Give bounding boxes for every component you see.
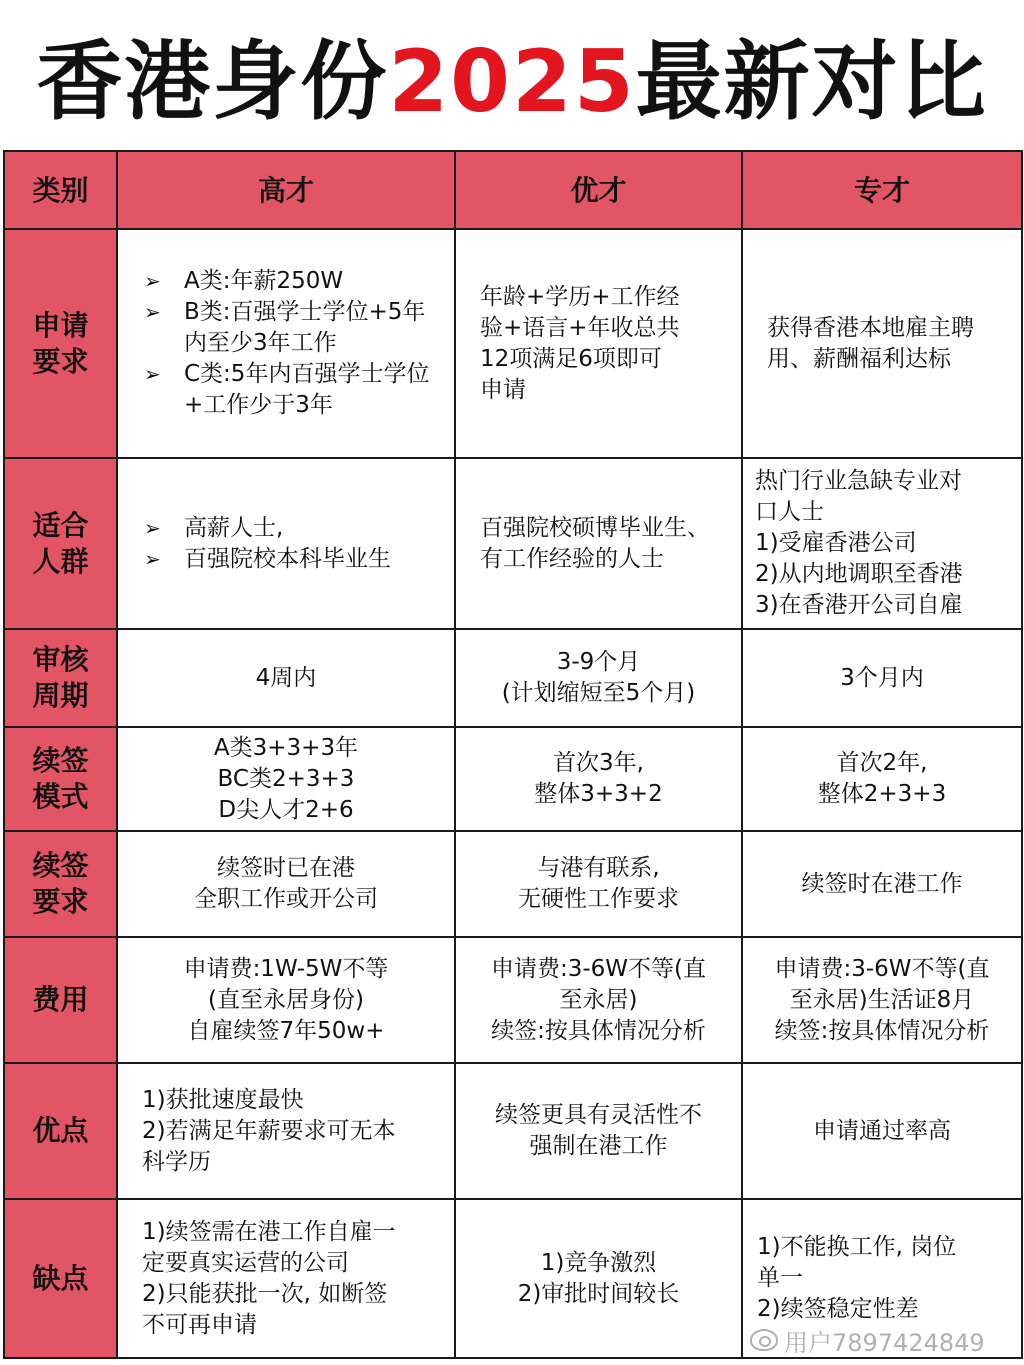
cell-zhuancai: 获得香港本地雇主聘 用、薪酬福利达标 (742, 229, 1022, 458)
cell-zhuancai: 申请通过率高 (742, 1063, 1022, 1199)
cell-youcai: 与港有联系, 无硬性工作要求 (455, 831, 742, 937)
watermark (750, 1322, 1020, 1358)
cell-youcai: 年龄+学历+工作经 验+语言+年收总共 12项满足6项即可 申请 (455, 229, 742, 458)
cell-gaocai (117, 458, 455, 629)
table-row (4, 937, 1022, 1063)
row-category-label: 续签 要求 (4, 831, 117, 937)
row-category-label: 适合 人群 (4, 458, 117, 629)
cell-youcai: 续签更具有灵活性不 强制在港工作 (455, 1063, 742, 1199)
list-item: ➢ 百强院校本科毕业生 (142, 544, 444, 575)
table-row (4, 229, 1022, 458)
cell-zhuancai: 热门行业急缺专业对 口人士 1)受雇香港公司 2)从内地调职至香港 3)在香港开公司自雇 (742, 458, 1022, 629)
cell-zhuancai: 3个月内 (742, 629, 1022, 727)
row-category-label: 续签 模式 (4, 727, 117, 831)
cell-gaocai: 1)续签需在港工作自雇一 定要真实运营的公司 2)只能获批一次, 如断签 不可再申请 (117, 1199, 455, 1358)
row-category-label: 费用 (4, 937, 117, 1063)
page-title: 香港身份2025最新对比 (36, 32, 988, 132)
table-row (4, 458, 1022, 629)
cell-zhuancai: 1)不能换工作, 岗位 单一 2)续签稳定性差 (742, 1199, 1022, 1358)
cell-gaocai: 续签时已在港 全职工作或开公司 (117, 831, 455, 937)
cell-youcai: 3-9个月 (计划缩短至5个月) (455, 629, 742, 727)
cell-gaocai: 申请费:1W-5W不等 (直至永居身份) 自雇续签7年50w+ (117, 937, 455, 1063)
cell-gaocai: A类3+3+3年 BC类2+3+3 D尖人才2+6 (117, 727, 455, 831)
cell-zhuancai: 续签时在港工作 (742, 831, 1022, 937)
header-category: 类别 (4, 151, 117, 229)
row-category-label: 优点 (4, 1063, 117, 1199)
table-row (4, 727, 1022, 831)
header-row (4, 151, 1022, 229)
header-youcai: 优才 (455, 151, 742, 229)
cell-youcai: 1)竞争激烈 2)审批时间较长 (455, 1199, 742, 1358)
cell-gaocai (117, 229, 455, 458)
row-category-label: 审核 周期 (4, 629, 117, 727)
table-row (4, 629, 1022, 727)
cell-youcai: 首次3年, 整体3+3+2 (455, 727, 742, 831)
table-row (4, 831, 1022, 937)
row-category-label: 缺点 (4, 1199, 117, 1358)
list-item: ➢ B类:百强学士学位+5年内至少3年工作 (142, 297, 444, 359)
cell-gaocai: 4周内 (117, 629, 455, 727)
cell-youcai: 百强院校硕博毕业生、 有工作经验的人士 (455, 458, 742, 629)
cell-zhuancai: 首次2年, 整体2+3+3 (742, 727, 1022, 831)
list-item: ➢ C类:5年内百强学士学位+工作少于3年 (142, 359, 444, 421)
header-zhuancai: 专才 (742, 151, 1022, 229)
cell-zhuancai: 申请费:3-6W不等(直 至永居)生活证8月 续签:按具体情况分析 (742, 937, 1022, 1063)
list-item: ➢ A类:年薪250W (142, 266, 444, 297)
cell-gaocai: 1)获批速度最快 2)若满足年薪要求可无本 科学历 (117, 1063, 455, 1199)
cell-youcai: 申请费:3-6W不等(直 至永居) 续签:按具体情况分析 (455, 937, 742, 1063)
header-gaocai: 高才 (117, 151, 455, 229)
row-category-label: 申请 要求 (4, 229, 117, 458)
comparison-table (3, 150, 1023, 1359)
weibo-icon (750, 1329, 778, 1351)
table-row (4, 1063, 1022, 1199)
list-item: ➢ 高薪人士, (142, 513, 444, 544)
watermark-text: 用户7897424849 (784, 1328, 985, 1357)
